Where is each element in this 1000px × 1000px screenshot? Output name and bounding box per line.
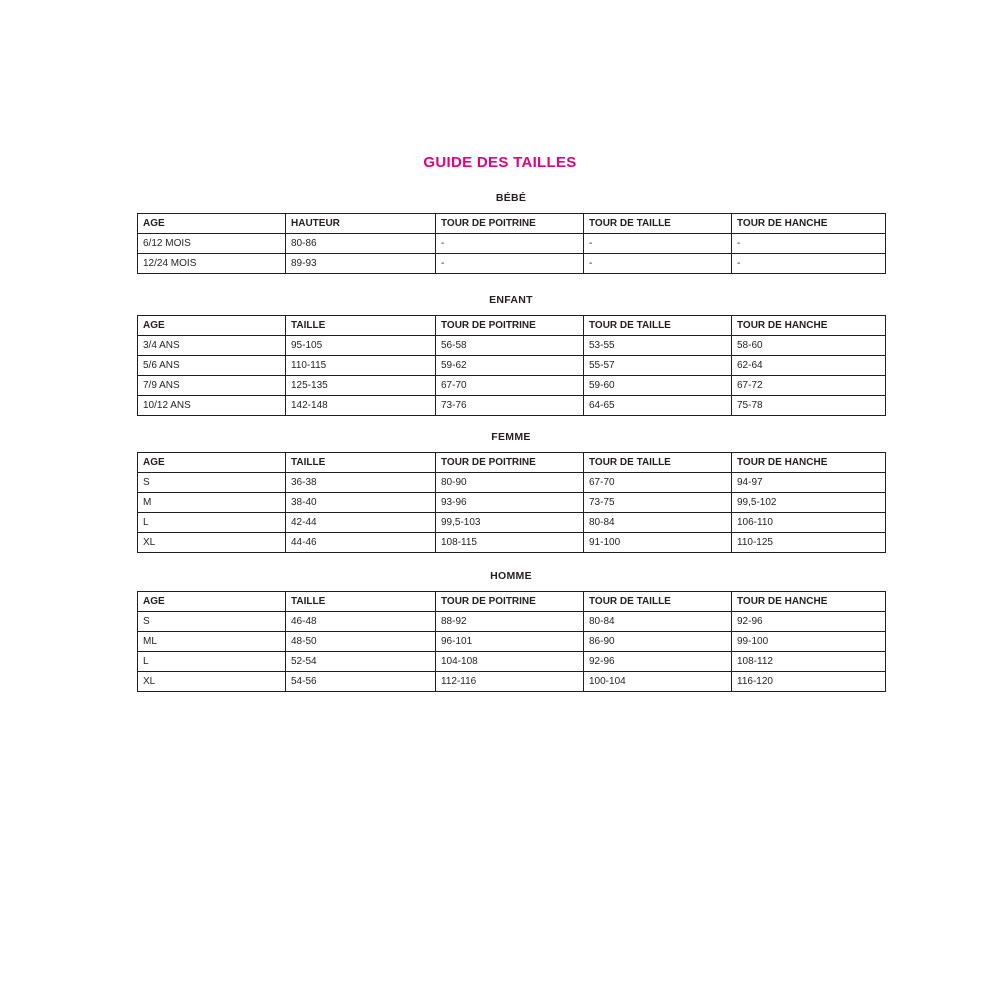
table-row (138, 473, 886, 493)
section-title: HOMME (490, 570, 532, 582)
cell: 99,5-102 (732, 493, 886, 513)
cell: 110-115 (286, 356, 436, 376)
cell: S (138, 473, 286, 493)
cell: 92-96 (732, 612, 886, 632)
cell: 67-70 (584, 473, 732, 493)
column-header: AGE (138, 592, 286, 612)
cell: 80-84 (584, 612, 732, 632)
cell: S (138, 612, 286, 632)
column-header: TOUR DE POITRINE (436, 214, 584, 234)
cell: 12/24 MOIS (138, 254, 286, 274)
size-table-bebe (137, 213, 886, 274)
cell: 80-84 (584, 513, 732, 533)
cell: 116-120 (732, 672, 886, 692)
cell: 58-60 (732, 336, 886, 356)
cell: 104-108 (436, 652, 584, 672)
cell: 59-60 (584, 376, 732, 396)
cell: 112-116 (436, 672, 584, 692)
cell: - (436, 254, 584, 274)
cell: 108-112 (732, 652, 886, 672)
cell: 80-86 (286, 234, 436, 254)
table-row (138, 376, 886, 396)
cell: 64-65 (584, 396, 732, 416)
section-title: ENFANT (489, 294, 533, 306)
cell: 75-78 (732, 396, 886, 416)
column-header: TOUR DE POITRINE (436, 592, 584, 612)
table-row (138, 356, 886, 376)
cell: 80-90 (436, 473, 584, 493)
column-header: TAILLE (286, 453, 436, 473)
table-row (138, 632, 886, 652)
cell: 67-72 (732, 376, 886, 396)
cell: 55-57 (584, 356, 732, 376)
cell: - (584, 254, 732, 274)
column-header: TAILLE (286, 592, 436, 612)
cell: - (732, 254, 886, 274)
cell: 100-104 (584, 672, 732, 692)
section-enfant (137, 294, 885, 416)
size-table-femme (137, 452, 886, 553)
table-row (138, 652, 886, 672)
cell: 142-148 (286, 396, 436, 416)
table-row (138, 254, 886, 274)
table-row (138, 493, 886, 513)
column-header: AGE (138, 214, 286, 234)
cell: 110-125 (732, 533, 886, 553)
table-header-row (138, 453, 886, 473)
section-femme (137, 431, 885, 553)
cell: 59-62 (436, 356, 584, 376)
cell: 7/9 ANS (138, 376, 286, 396)
cell: 36-38 (286, 473, 436, 493)
cell: 6/12 MOIS (138, 234, 286, 254)
cell: 44-46 (286, 533, 436, 553)
cell: 3/4 ANS (138, 336, 286, 356)
cell: XL (138, 533, 286, 553)
column-header: TOUR DE TAILLE (584, 592, 732, 612)
cell: M (138, 493, 286, 513)
cell: - (436, 234, 584, 254)
cell: 86-90 (584, 632, 732, 652)
cell: L (138, 652, 286, 672)
cell: 73-76 (436, 396, 584, 416)
cell: 89-93 (286, 254, 436, 274)
column-header: AGE (138, 453, 286, 473)
size-table-enfant (137, 315, 886, 416)
column-header: TOUR DE HANCHE (732, 453, 886, 473)
column-header: TOUR DE HANCHE (732, 316, 886, 336)
cell: 93-96 (436, 493, 584, 513)
page-title: GUIDE DES TAILLES (423, 154, 577, 171)
cell: 95-105 (286, 336, 436, 356)
column-header: TAILLE (286, 316, 436, 336)
table-row (138, 396, 886, 416)
cell: 10/12 ANS (138, 396, 286, 416)
table-row (138, 234, 886, 254)
cell: 48-50 (286, 632, 436, 652)
table-header-row (138, 592, 886, 612)
cell: ML (138, 632, 286, 652)
cell: - (732, 234, 886, 254)
column-header: TOUR DE TAILLE (584, 214, 732, 234)
cell: 56-58 (436, 336, 584, 356)
cell: 125-135 (286, 376, 436, 396)
table-row (138, 336, 886, 356)
table-header-row (138, 316, 886, 336)
section-bebe (137, 192, 885, 274)
column-header: TOUR DE TAILLE (584, 316, 732, 336)
cell: 99-100 (732, 632, 886, 652)
table-row (138, 513, 886, 533)
cell: 96-101 (436, 632, 584, 652)
table-row (138, 672, 886, 692)
column-header: TOUR DE TAILLE (584, 453, 732, 473)
cell: 5/6 ANS (138, 356, 286, 376)
cell: 106-110 (732, 513, 886, 533)
cell: - (584, 234, 732, 254)
section-title: FEMME (491, 431, 531, 443)
cell: 108-115 (436, 533, 584, 553)
column-header: AGE (138, 316, 286, 336)
cell: XL (138, 672, 286, 692)
cell: 53-55 (584, 336, 732, 356)
cell: 73-75 (584, 493, 732, 513)
cell: 91-100 (584, 533, 732, 553)
cell: 52-54 (286, 652, 436, 672)
cell: 46-48 (286, 612, 436, 632)
size-table-homme (137, 591, 886, 692)
cell: 38-40 (286, 493, 436, 513)
section-title: BÉBÉ (495, 192, 527, 204)
column-header: TOUR DE POITRINE (436, 453, 584, 473)
table-header-row (138, 214, 886, 234)
cell: 42-44 (286, 513, 436, 533)
cell: 94-97 (732, 473, 886, 493)
cell: 99,5-103 (436, 513, 584, 533)
section-homme (137, 570, 885, 692)
table-row (138, 533, 886, 553)
cell: 54-56 (286, 672, 436, 692)
column-header: TOUR DE HANCHE (732, 214, 886, 234)
cell: L (138, 513, 286, 533)
cell: 67-70 (436, 376, 584, 396)
table-row (138, 612, 886, 632)
column-header: TOUR DE POITRINE (436, 316, 584, 336)
column-header: HAUTEUR (286, 214, 436, 234)
cell: 62-64 (732, 356, 886, 376)
column-header: TOUR DE HANCHE (732, 592, 886, 612)
cell: 88-92 (436, 612, 584, 632)
cell: 92-96 (584, 652, 732, 672)
